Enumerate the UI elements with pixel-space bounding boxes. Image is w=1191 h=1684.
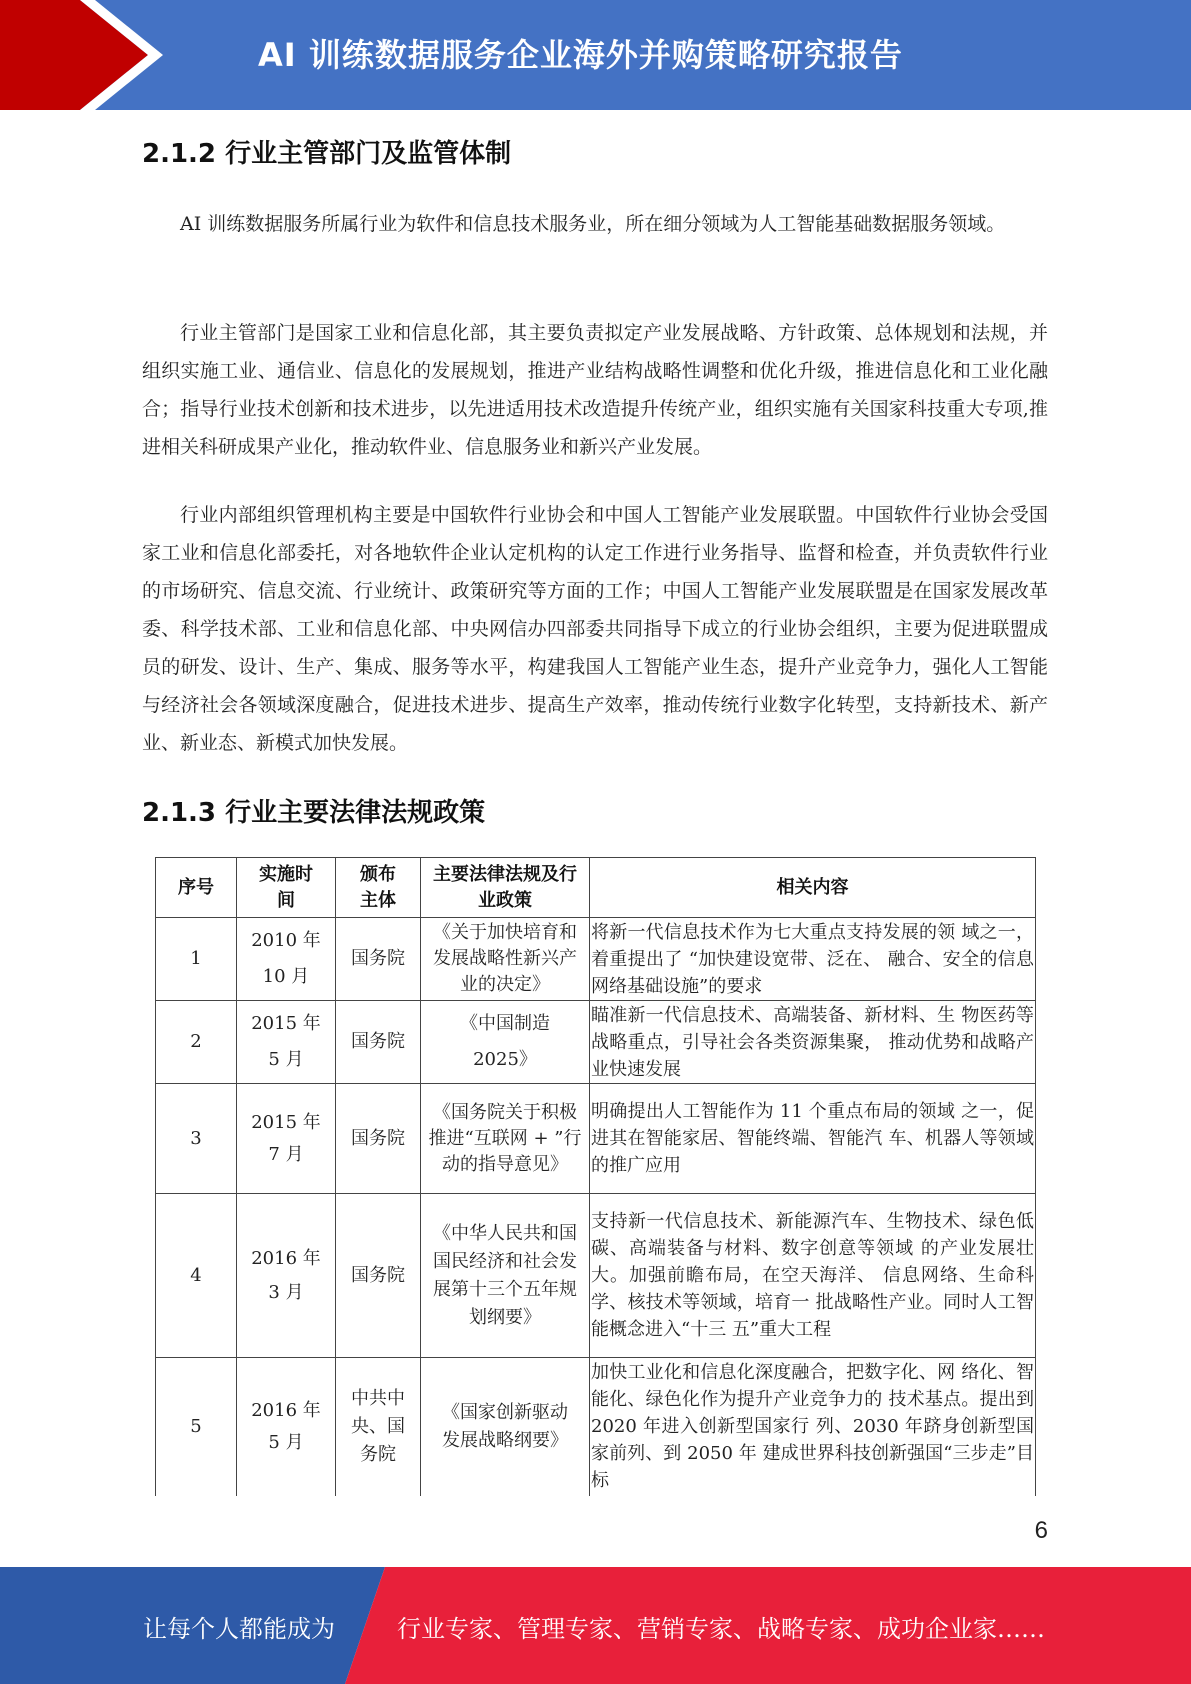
page-number: 6	[1034, 1517, 1048, 1544]
paragraph-industry-scope: AI 训练数据服务所属行业为软件和信息技术服务业，所在细分领域为人工智能基础数据服务领域。	[180, 213, 1006, 235]
cell-no: 5	[156, 1358, 237, 1496]
footer-slogan-right: 行业专家、管理专家、营销专家、战略专家、成功企业家……	[397, 1615, 1045, 1643]
cell-no: 3	[156, 1084, 237, 1194]
cell-time: 2016 年 5 月	[237, 1358, 336, 1496]
cell-time: 2016 年 3 月	[237, 1194, 336, 1358]
cell-issuer: 国务院	[336, 1084, 421, 1194]
table-row	[156, 918, 1036, 1001]
cell-content: 将新一代信息技术作为七大重点支持发展的领 域之一，着重提出了 “加快建设宽带、泛在、 融合、安全的信息网络基础设施”的要求	[590, 918, 1036, 1001]
cell-policy: 《中国制造 2025》	[421, 1001, 590, 1084]
column-header-policy: 主要法律法规及行业政策	[421, 858, 590, 918]
cell-no: 2	[156, 1001, 237, 1084]
column-header-issuer: 颁布主体	[336, 858, 421, 918]
cell-policy: 《关于加快培育和发展战略性新兴产业的决定》	[421, 918, 590, 1001]
column-header-no: 序号	[156, 858, 237, 918]
footer-slogan-left: 让每个人都能成为	[143, 1615, 335, 1643]
table-row	[156, 1194, 1036, 1358]
cell-content: 加快工业化和信息化深度融合，把数字化、网 络化、智能化、绿色化作为提升产业竞争力的 技术基点。提出到 2020 年进入创新型国家行 列、2030 年跻身创新型国家前列、到 2050 年 建成世界科技创新强国“三步走”目标	[590, 1358, 1036, 1496]
cell-time: 2010 年 10 月	[237, 918, 336, 1001]
cell-issuer: 国务院	[336, 1001, 421, 1084]
cell-policy: 《中华人民共和国国民经济和社会发展第十三个五年规划纲要》	[421, 1194, 590, 1358]
cell-policy: 《国家创新驱动发展战略纲要》	[421, 1358, 590, 1496]
table-row	[156, 1358, 1036, 1496]
table-row	[156, 1001, 1036, 1084]
table-header-row	[156, 858, 1036, 918]
cell-content: 支持新一代信息技术、新能源汽车、生物技术、绿色低碳、高端装备与材料、数字创意等领域 的产业发展壮大。加强前瞻布局，在空天海洋、 信息网络、生命科学、核技术等领域，培育一 批战略性产业。同时人工智能概念进入“十三 五”重大工程	[590, 1194, 1036, 1358]
table-row	[156, 1084, 1036, 1194]
cell-content: 明确提出人工智能作为 11 个重点布局的领域 之一，促进其在智能家居、智能终端、智能汽 车、机器人等领域的推广应用	[590, 1084, 1036, 1194]
cell-policy: 《国务院关于积极推进“互联网 + ”行动的指导意见》	[421, 1084, 590, 1194]
page-footer	[0, 1567, 1191, 1684]
cell-issuer: 中共中央、国务院	[336, 1358, 421, 1496]
report-title: AI 训练数据服务企业海外并购策略研究报告	[258, 36, 903, 74]
cell-issuer: 国务院	[336, 1194, 421, 1358]
paragraph-regulator: 行业主管部门是国家工业和信息化部，其主要负责拟定产业发展战略、方针政策、总体规划和法规，并组织实施工业、通信业、信息化的发展规划，推进产业结构战略性调整和优化升级，推进信息化和工业化融合；指导行业技术创新和技术进步，以先进适用技术改造提升传统产业，组织实施有关国家科技重大专项,推进相关科研成果产业化，推动软件业、信息服务业和新兴产业发展。	[142, 322, 1048, 458]
page-header	[0, 0, 1191, 110]
section-heading-2-1-2: 2.1.2 行业主管部门及监管体制	[142, 139, 512, 169]
cell-time: 2015 年 7 月	[237, 1084, 336, 1194]
section-heading-2-1-3: 2.1.3 行业主要法律法规政策	[142, 798, 486, 828]
cell-time: 2015 年 5 月	[237, 1001, 336, 1084]
column-header-content: 相关内容	[590, 858, 1036, 918]
cell-issuer: 国务院	[336, 918, 421, 1001]
cell-no: 4	[156, 1194, 237, 1358]
cell-no: 1	[156, 918, 237, 1001]
column-header-time: 实施时间	[237, 858, 336, 918]
cell-content: 瞄准新一代信息技术、高端装备、新材料、生 物医药等战略重点，引导社会各类资源集聚， 推动优势和战略产业快速发展	[590, 1001, 1036, 1084]
paragraph-industry-organizations: 行业内部组织管理机构主要是中国软件行业协会和中国人工智能产业发展联盟。中国软件行业协会受国家工业和信息化部委托，对各地软件企业认定机构的认定工作进行业务指导、监督和检查，并负责软件行业的市场研究、信息交流、行业统计、政策研究等方面的工作；中国人工智能产业发展联盟是在国家发展改革委、科学技术部、工业和信息化部、中央网信办四部委共同指导下成立的行业协会组织，主要为促进联盟成员的研发、设计、生产、集成、服务等水平，构建我国人工智能产业生态，提升产业竞争力，强化人工智能与经济社会各领域深度融合，促进技术进步、提高生产效率，推动传统行业数字化转型，支持新技术、新产业、新业态、新模式加快发展。	[142, 504, 1048, 754]
policy-table	[155, 857, 1036, 1496]
